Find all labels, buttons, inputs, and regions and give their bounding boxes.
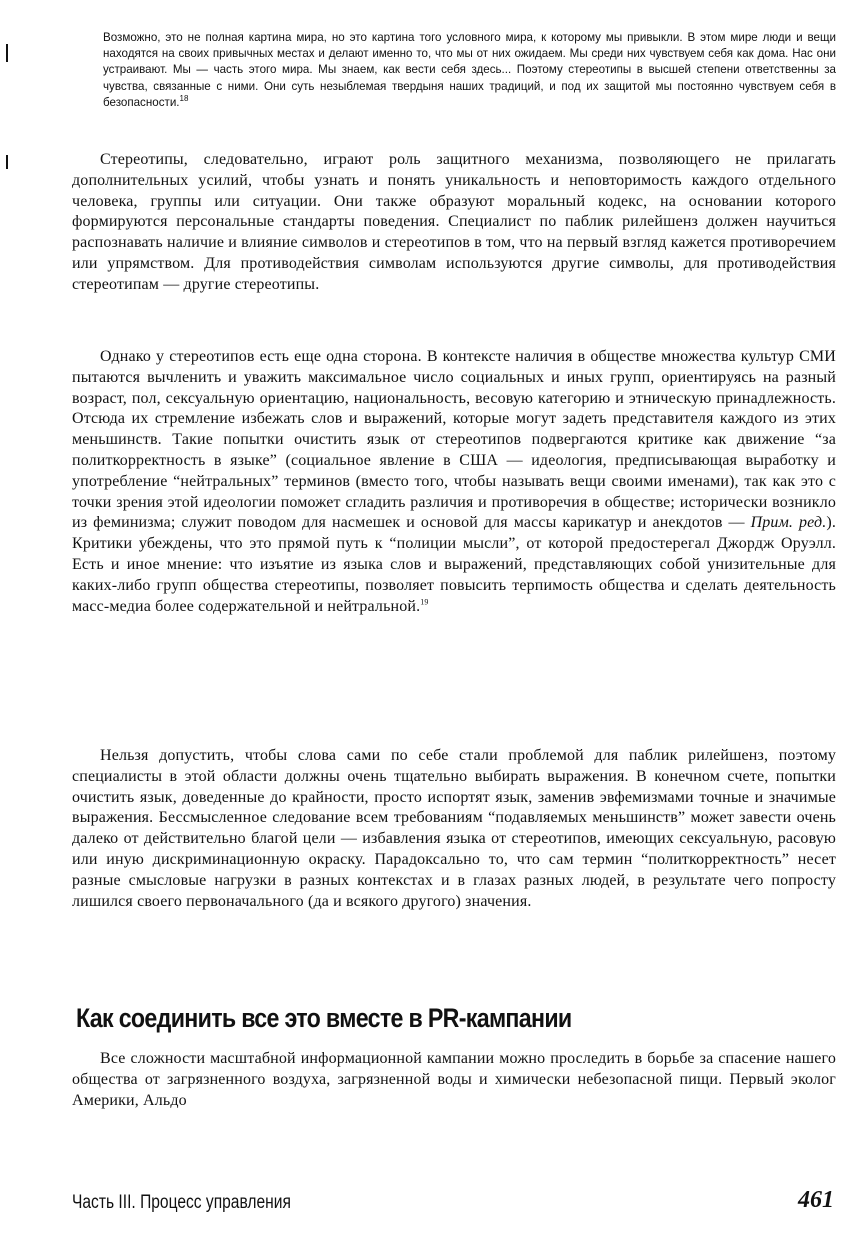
footnote-ref: 19 bbox=[420, 597, 429, 607]
paragraph-text: Однако у стереотипов есть еще одна сторона. В контексте наличия в обществе множества культур СМИ пытаются вычленить и уважить максимальное число социальных и иных групп, ориентируясь на разный возраст, пол, сексуальную ориентацию, национальность, весовую категорию и этническую принадлежность. Отсюда их стремление избежать слов и выражений, которые могут задеть представителя каждого из этих меньшинств. Такие попытки очистить язык от стереотипов подвергаются критике как движение “за политкорректность в языке” (социальное явление в США — идеология, предписывающая выработку и употребление “нейтральных” терминов (вместо того, чтобы называть вещи своими именами), так как это с точки зрения этой идеологии поможет сгладить различия и противоречия в обществе; исторически возникло из феминизма; служит поводом для насмешек и основой для массы карикатур и анекдотов — bbox=[72, 348, 836, 532]
footnote-ref: 18 bbox=[179, 93, 189, 103]
paragraph-text: Стереотипы, следовательно, играют роль защитного механизма, позволяющего не прилагать дополнительных усилий, чтобы узнать и понять уникальность и неповторимость каждого отдельного человека, группы или ситуации. Они также образуют моральный кодекс, на основании которого формируются персональные стандарты поведения. Специалист по паблик рилейшенз должен научиться распознавать наличие и влияние символов и стереотипов в том, что на первый взгляд кажется противоречием или упрямством. Для противодействия символам используются другие символы, для противодействия стереотипам — другие стереотипы. bbox=[72, 151, 836, 293]
paragraph-text: Все сложности масштабной информационной кампании можно проследить в борьбе за спасение нашего общества от загрязненного воздуха, загрязненной воды и химически небезопасной пищи. Первый эколог Америки, Альдо bbox=[72, 1050, 836, 1109]
page-number: 461 bbox=[798, 1187, 834, 1213]
paragraph bbox=[72, 150, 836, 296]
paragraph bbox=[72, 347, 836, 617]
editor-note: Прим. ред. bbox=[750, 514, 827, 532]
paragraph-text-cont: ). Критики убеждены, что это прямой путь к “полиции мысли”, от которой предостерегал Джордж Оруэлл. Есть и иное мнение: что изъятие из языка слов и выражений, представляющих собой унизительные для каких-либо групп общества стереотипы, позволяет повысить терпимость общества и сделать деятельность масс-медиа более содержательной и нейтральной. bbox=[72, 514, 837, 615]
margin-mark bbox=[6, 44, 8, 62]
section-heading: Как соединить все это вместе в PR-кампании bbox=[76, 1003, 572, 1033]
paragraph bbox=[72, 746, 836, 912]
running-footer: Часть III. Процесс управления bbox=[72, 1192, 291, 1213]
block-quote bbox=[103, 30, 836, 111]
paragraph bbox=[72, 1049, 836, 1111]
margin-mark bbox=[6, 155, 8, 169]
paragraph-text: Нельзя допустить, чтобы слова сами по себе стали проблемой для паблик рилейшенз, поэтому специалисты в этой области должны очень тщательно выбирать выражения. В конечном счете, попытки очистить язык, доведенные до крайности, просто испортят язык, заменив эвфемизмами точные и значимые выражения. Бессмысленное следование всем требованиям “подавляемых меньшинств” может завести очень далеко от действительно благой цели — избавления языка от стереотипов, имеющих сексуальную, расовую или иную дискриминационную окраску. Парадоксально то, что сам термин “политкорректность” несет разные смысловые нагрузки в разных контекстах и в глазах разных людей, в результате чего попросту лишился своего первоначального (да и всякого другого) значения. bbox=[72, 747, 836, 910]
quote-text: Возможно, это не полная картина мира, но это картина того условного мира, к которому мы привыкли. В этом мире люди и вещи находятся на своих привычных местах и делают именно то, что мы от них ожидаем. Мы среди них чувствуем себя как дома. Нас они устраивают. Мы — часть этого мира. Мы знаем, как вести себя здесь... Поэтому стереотипы в высшей степени ответственны за чувства, связанные с ними. Они суть незыблемая твердыня наших традиций, и под их защитой мы постоянно чувствуем себя в безопасности. bbox=[103, 31, 836, 109]
